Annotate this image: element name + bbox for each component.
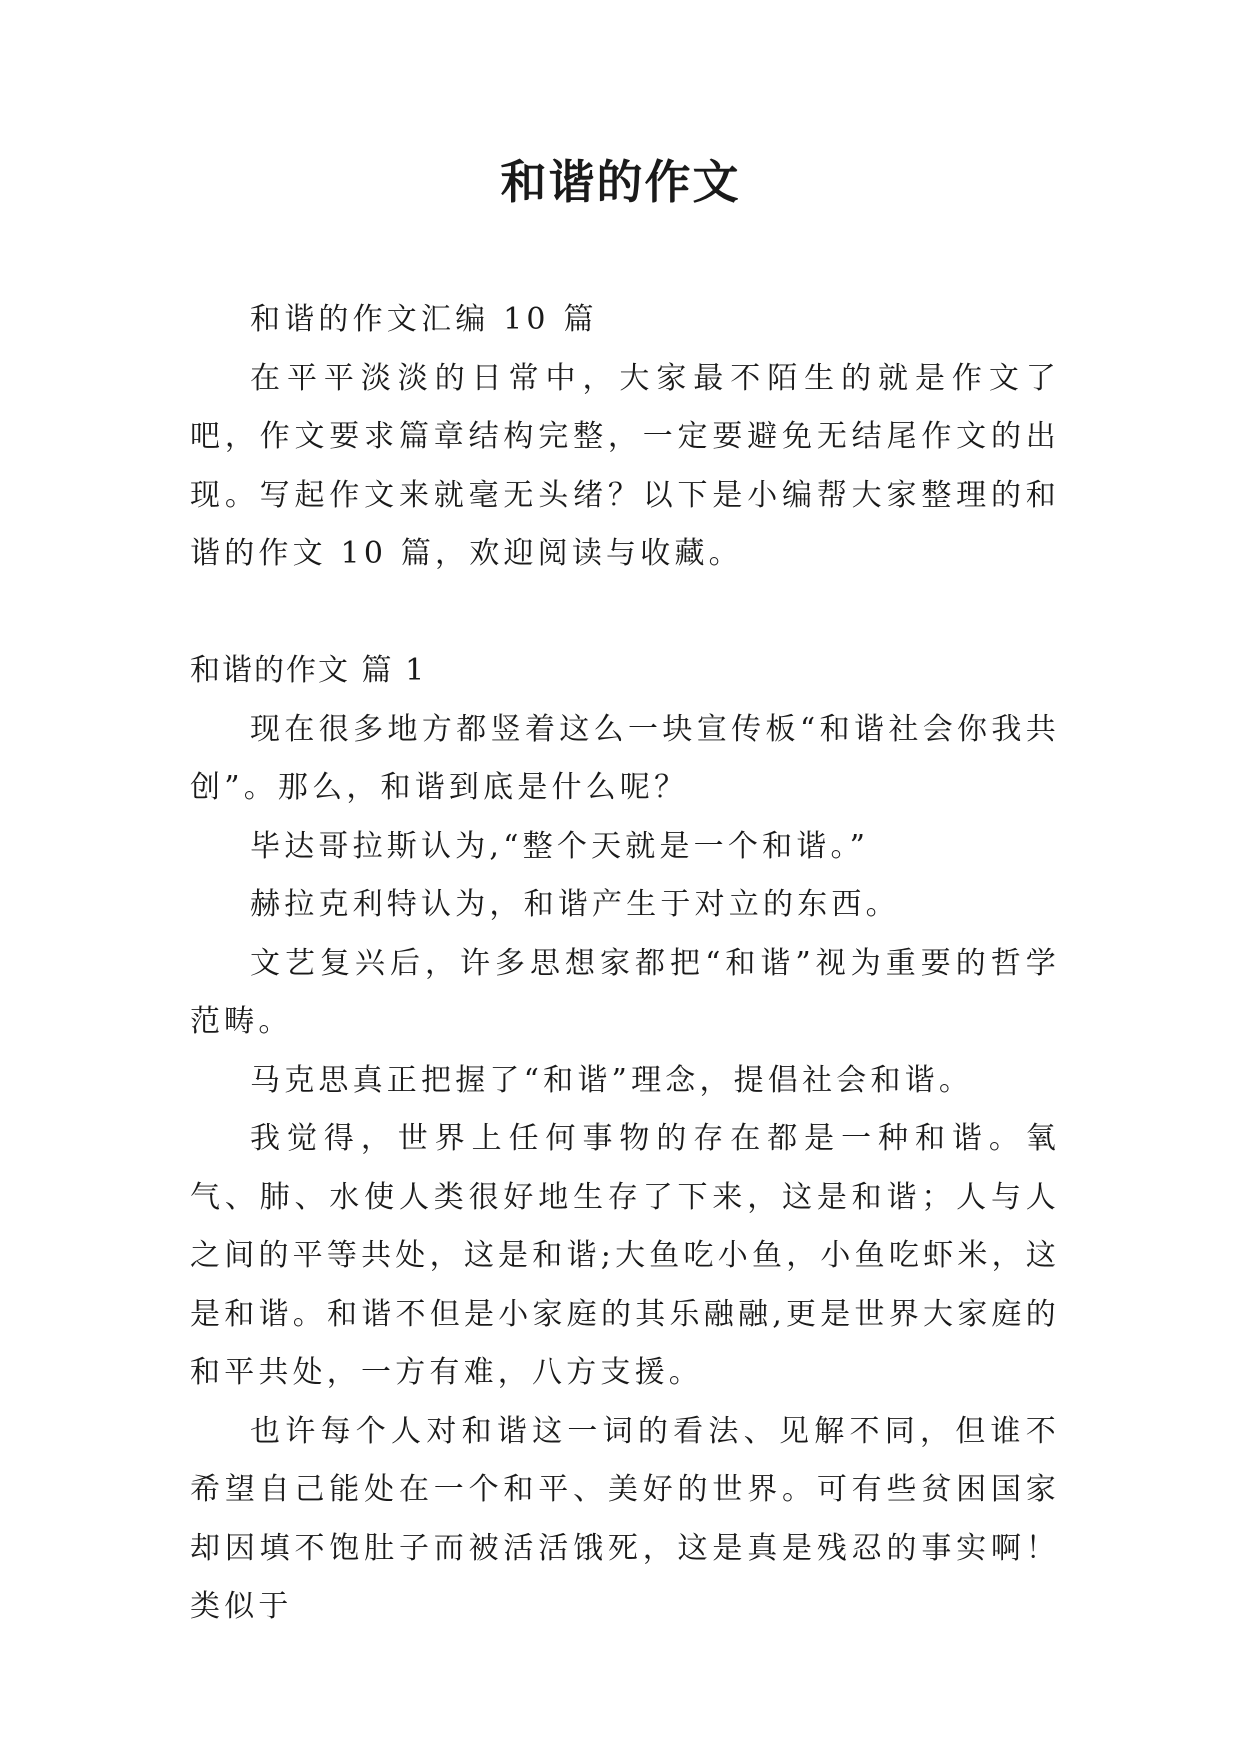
- paragraph: 现在很多地方都竖着这么一块宣传板“和谐社会你我共创”。那么，和谐到底是什么呢？: [190, 711, 1060, 805]
- paragraph: 文艺复兴后，许多思想家都把“和谐”视为重要的哲学范畴。: [190, 945, 1060, 1039]
- section-heading: 和谐的作文 篇 1: [190, 653, 427, 688]
- paragraph: 也许每个人对和谐这一词的看法、见解不同，但谁不希望自己能处在一个和平、美好的世界。可有些贫困国家却因填不饱肚子而被活活饿死，这是真是残忍的事实啊！类似于: [190, 1413, 1060, 1624]
- intro-subtitle: 和谐的作文汇编 10 篇: [250, 302, 598, 337]
- paragraph: 马克思真正把握了“和谐”理念，提倡社会和谐。: [250, 1062, 974, 1098]
- paragraph: 毕达哥拉斯认为,“整个天就是一个和谐。”: [250, 828, 870, 864]
- document-title: 和谐的作文: [500, 155, 741, 209]
- document-body: [190, 291, 1060, 1637]
- intro-paragraph: 在平平淡淡的日常中，大家最不陌生的就是作文了吧，作文要求篇章结构完整，一定要避免无结尾作文的出现。写起作文来就毫无头绪？以下是小编帮大家整理的和谐的作文 10 篇，欢迎阅读与收藏。: [190, 360, 1060, 571]
- paragraph: 赫拉克利特认为，和谐产生于对立的东西。: [250, 887, 900, 922]
- paragraph: 我觉得，世界上任何事物的存在都是一种和谐。氧气、肺、水使人类很好地生存了下来，这是和谐；人与人之间的平等共处，这是和谐;大鱼吃小鱼，小鱼吃虾米，这是和谐。和谐不但是小家庭的其乐融融,更是世界大家庭的和平共处，一方有难，八方支援。: [190, 1121, 1060, 1390]
